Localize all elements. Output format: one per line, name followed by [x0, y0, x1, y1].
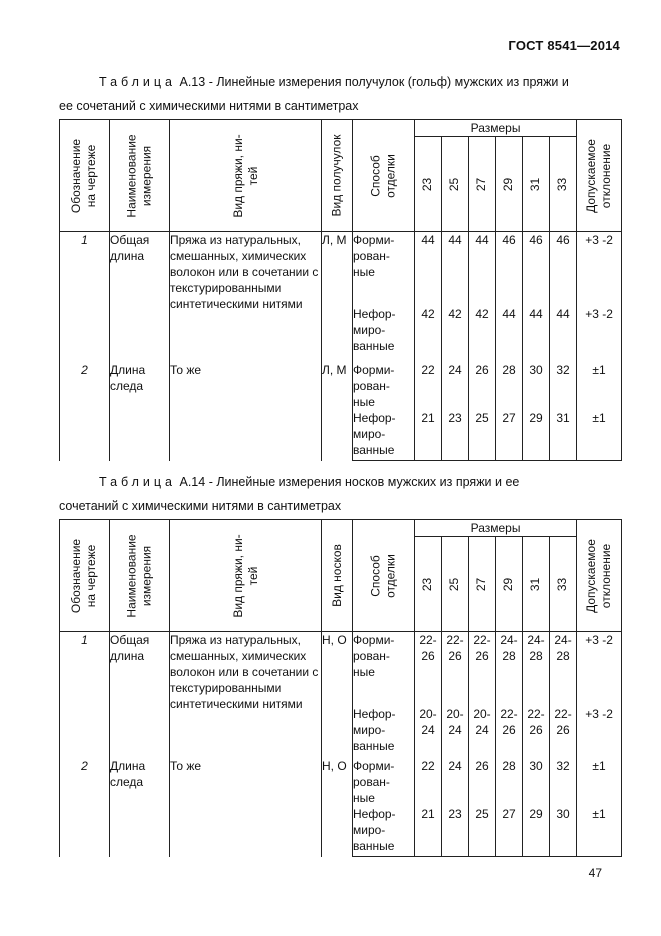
- table-row: [60, 232, 622, 307]
- size-value: 22- 26: [442, 632, 469, 707]
- header-finish: [353, 520, 415, 632]
- row-number: 2: [60, 362, 110, 461]
- row-yarn: Пряжа из натуральных, смешанных, химических волокон или в сочетании с текстурированными синтетическими нитями: [170, 632, 322, 759]
- size-value: 44: [415, 232, 442, 307]
- size-value: 22: [415, 758, 442, 806]
- row-finish: Форми- рован- ные: [353, 362, 415, 410]
- row-kind: Н, О: [322, 632, 353, 759]
- row-tolerance: ±1: [577, 410, 622, 461]
- header-measurement: [110, 520, 170, 632]
- header-yarn-text: Вид пряжи, ни- тей: [230, 133, 260, 218]
- row-tolerance: +3 -2: [577, 232, 622, 307]
- size-value: 46: [550, 232, 577, 307]
- header-designation-text: Обозначение на чертеже: [69, 538, 99, 613]
- header-finish: [353, 120, 415, 232]
- size-value: 30: [523, 362, 550, 410]
- size-value: 44: [523, 306, 550, 362]
- header-designation-text: Обозначение на чертеже: [69, 138, 99, 213]
- page-number: 47: [588, 866, 602, 880]
- size-value: 20- 24: [442, 706, 469, 758]
- row-tolerance: ±1: [577, 362, 622, 410]
- size-value: 44: [442, 232, 469, 307]
- size-label: 23: [420, 177, 435, 191]
- row-kind: Л, М: [322, 362, 353, 461]
- header-size: [523, 537, 550, 632]
- header-designation: [60, 120, 110, 232]
- header-yarn: [170, 520, 322, 632]
- document-standard-header: ГОСТ 8541—2014: [508, 38, 620, 53]
- row-tolerance: ±1: [577, 806, 622, 857]
- size-value: 30: [523, 758, 550, 806]
- size-value: 44: [496, 306, 523, 362]
- table-a13: [59, 119, 622, 461]
- header-size: [469, 137, 496, 232]
- size-value: 21: [415, 410, 442, 461]
- size-label: 27: [474, 577, 489, 591]
- caption-text: - Линейные измерения получулок (гольф) мужских из пряжи и: [208, 75, 569, 89]
- size-label: 31: [528, 177, 543, 191]
- size-label: 33: [555, 577, 570, 591]
- header-size: [415, 537, 442, 632]
- size-value: 27: [496, 410, 523, 461]
- size-value: 22- 26: [523, 706, 550, 758]
- row-tolerance: ±1: [577, 758, 622, 806]
- size-value: 44: [469, 232, 496, 307]
- size-value: 42: [469, 306, 496, 362]
- header-kind: [322, 520, 353, 632]
- size-value: 20- 24: [415, 706, 442, 758]
- header-kind-text: Вид носков: [329, 544, 344, 607]
- table-row: [60, 632, 622, 707]
- size-label: 33: [555, 177, 570, 191]
- size-value: 28: [496, 362, 523, 410]
- header-size: [442, 537, 469, 632]
- caption-text-continued: сочетаний с химическими нитями в сантиметрах: [59, 499, 342, 513]
- row-kind: Л, М: [322, 232, 353, 363]
- size-label: 25: [447, 577, 462, 591]
- size-value: 21: [415, 806, 442, 857]
- header-designation: [60, 520, 110, 632]
- size-value: 42: [442, 306, 469, 362]
- row-measurement: Длина следа: [110, 758, 170, 857]
- row-yarn: То же: [170, 758, 322, 857]
- header-sizes: Размеры: [415, 520, 577, 537]
- row-yarn: То же: [170, 362, 322, 461]
- header-measurement-text: Наименование измерения: [124, 533, 154, 618]
- header-size: [523, 137, 550, 232]
- row-measurement: Общая длина: [110, 232, 170, 363]
- size-value: 24- 28: [550, 632, 577, 707]
- size-value: 24: [442, 758, 469, 806]
- size-value: 22- 26: [469, 632, 496, 707]
- row-finish: Нефор- миро- ванные: [353, 806, 415, 857]
- row-number: 2: [60, 758, 110, 857]
- size-value: 32: [550, 362, 577, 410]
- row-tolerance: +3 -2: [577, 706, 622, 758]
- size-value: 26: [469, 758, 496, 806]
- row-finish: Нефор- миро- ванные: [353, 306, 415, 362]
- size-label: 29: [501, 177, 516, 191]
- row-yarn: Пряжа из натуральных, смешанных, химических волокон или в сочетании с текстурированными синтетическими нитями: [170, 232, 322, 363]
- size-value: 23: [442, 410, 469, 461]
- size-value: 25: [469, 410, 496, 461]
- header-tolerance-text: Допускаемое отклонение: [584, 538, 614, 613]
- caption-label: Таблица: [99, 475, 177, 489]
- table-a14: [59, 519, 622, 857]
- size-value: 25: [469, 806, 496, 857]
- caption-label: Таблица: [99, 75, 177, 89]
- header-sizes: Размеры: [415, 120, 577, 137]
- size-value: 22- 26: [496, 706, 523, 758]
- row-finish: Нефор- миро- ванные: [353, 706, 415, 758]
- table-row: [60, 362, 622, 410]
- size-value: 24- 28: [523, 632, 550, 707]
- row-measurement: Общая длина: [110, 632, 170, 759]
- size-value: 26: [469, 362, 496, 410]
- size-value: 46: [523, 232, 550, 307]
- size-label: 23: [420, 577, 435, 591]
- caption-number: А.13: [179, 75, 206, 89]
- size-value: 23: [442, 806, 469, 857]
- header-tolerance-text: Допускаемое отклонение: [584, 138, 614, 213]
- header-kind: [322, 120, 353, 232]
- header-measurement-text: Наименование измерения: [124, 133, 154, 218]
- size-value: 32: [550, 758, 577, 806]
- size-value: 28: [496, 758, 523, 806]
- size-value: 29: [523, 806, 550, 857]
- size-value: 31: [550, 410, 577, 461]
- header-size: [496, 537, 523, 632]
- size-value: 22- 26: [415, 632, 442, 707]
- header-yarn-text: Вид пряжи, ни- тей: [230, 533, 260, 618]
- header-size: [550, 137, 577, 232]
- caption-text-continued: ее сочетаний с химическими нитями в сантиметрах: [59, 99, 359, 113]
- caption-number: А.14: [179, 475, 206, 489]
- size-value: 44: [550, 306, 577, 362]
- size-value: 20- 24: [469, 706, 496, 758]
- header-size: [469, 537, 496, 632]
- size-value: 42: [415, 306, 442, 362]
- size-value: 46: [496, 232, 523, 307]
- header-size: [415, 137, 442, 232]
- row-number: 1: [60, 632, 110, 759]
- header-size: [496, 137, 523, 232]
- row-measurement: Длина следа: [110, 362, 170, 461]
- header-tolerance: [577, 120, 622, 232]
- header-finish-text: Способ отделки: [368, 153, 398, 198]
- size-value: 27: [496, 806, 523, 857]
- row-finish: Форми- рован- ные: [353, 232, 415, 307]
- row-kind: Н, О: [322, 758, 353, 857]
- header-size: [550, 537, 577, 632]
- table-a14-caption: [59, 470, 620, 518]
- size-value: 29: [523, 410, 550, 461]
- table-row: [60, 758, 622, 806]
- header-yarn: [170, 120, 322, 232]
- row-tolerance: +3 -2: [577, 306, 622, 362]
- size-value: 30: [550, 806, 577, 857]
- header-finish-text: Способ отделки: [368, 553, 398, 598]
- size-value: 22- 26: [550, 706, 577, 758]
- header-measurement: [110, 120, 170, 232]
- size-label: 31: [528, 577, 543, 591]
- size-label: 27: [474, 177, 489, 191]
- header-tolerance: [577, 520, 622, 632]
- row-tolerance: +3 -2: [577, 632, 622, 707]
- row-finish: Форми- рован- ные: [353, 632, 415, 707]
- size-value: 22: [415, 362, 442, 410]
- table-a13-caption: [59, 70, 620, 118]
- size-value: 24: [442, 362, 469, 410]
- row-number: 1: [60, 232, 110, 363]
- row-finish: Форми- рован- ные: [353, 758, 415, 806]
- header-kind-text: Вид получулок: [329, 134, 344, 217]
- size-value: 24- 28: [496, 632, 523, 707]
- size-label: 29: [501, 577, 516, 591]
- size-label: 25: [447, 177, 462, 191]
- row-finish: Нефор- миро- ванные: [353, 410, 415, 461]
- caption-text: - Линейные измерения носков мужских из пряжи и ее: [208, 475, 520, 489]
- header-size: [442, 137, 469, 232]
